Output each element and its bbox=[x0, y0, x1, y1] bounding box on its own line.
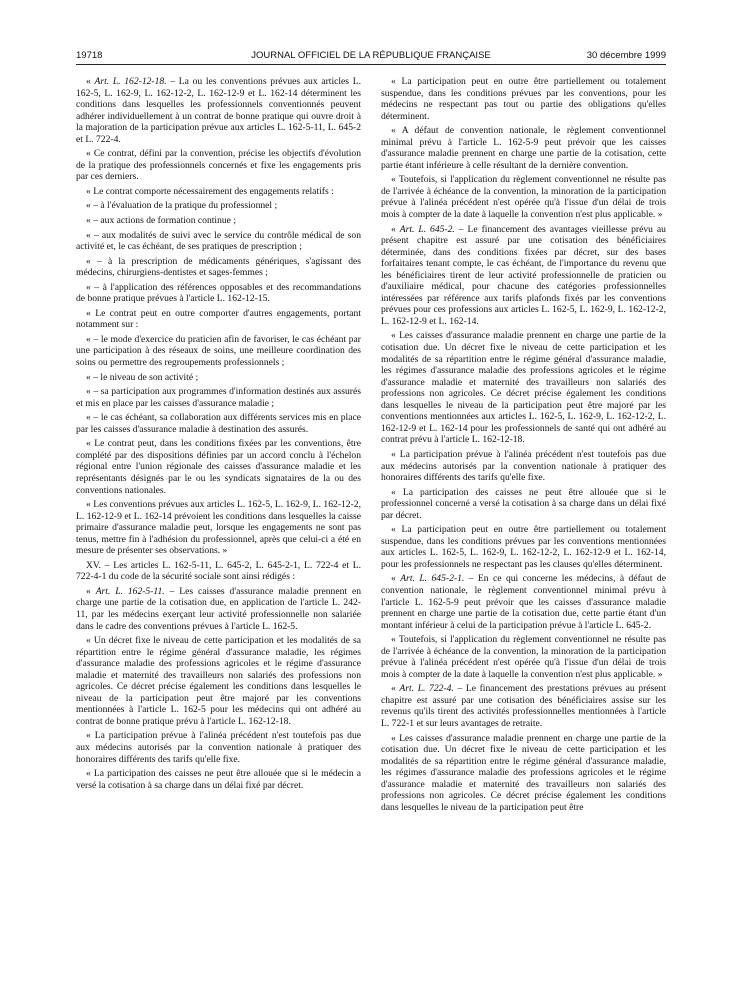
paragraph-text: Toutefois, si l'application du règlement conventionnel ne résulte pas de l'arrivée à échéance de la convention, la minoration de la participation prévue à l'alinéa précédent n'est opérée qu'à l'issue d'un délai de trois mois à compter de la date à laquelle la convention n'est plus applicable. » bbox=[381, 174, 666, 221]
quote-mark: « bbox=[391, 634, 399, 646]
paragraph-text: – La ou les conventions prévues aux articles L. 162-5, L. 162-9, L. 162-12-2, L. 162-12-9 et L. 162-14 déterminent les conditions dans lesquelles les professionnels conventionnés peuvent adhérer individuellement à un contrat de bonne pratique qui ouvre droit à la majoration de la participation prévue aux articles L. 162-5-11, L. 645-2 et L. 722-4. bbox=[76, 76, 361, 145]
paragraph-text: Toutefois, si l'application du règlement conventionnel ne résulte pas de l'arrivée à échéance de la convention, la minoration de la participation prévue à l'alinéa précédent n'est opérée qu'à l'issue d'un délai de trois mois à compter de la date à laquelle la convention n'est plus applicable. » bbox=[381, 634, 666, 680]
paragraph bbox=[76, 215, 361, 227]
article-reference: Art. L. 722-4. bbox=[399, 683, 454, 695]
paragraph-text: Un décret fixe le niveau de cette participation et les modalités de sa répartition entre le régime général d'assurance maladie, les régimes d'assurance maladie des professions agricoles et le régime d'assurance maladie et maternité des travailleurs non salariés des professions non agricoles. Ce décret précise également les conditions dans lesquelles le niveau de la participation peut être majoré par les conventions mentionnées à l'article L. 162-5 pour les médecins qui ont adhéré au contrat de bonne pratique prévu à l'article L. 162-12-18. bbox=[76, 635, 361, 727]
paragraph-text: La participation peut en outre être partiellement ou totalement suspendue, dans les conditions prévues par les conventions mentionnées aux articles L. 162-5, L. 162-9, L. 162-12-2, L. 162-12-9 et L. 162-14, pour les professionnels ne respectant pas les clauses qu'elles déterminent. bbox=[381, 524, 666, 570]
paragraph-text: Les caisses d'assurance maladie prennent en charge une partie de la cotisation due. Un décret fixe le niveau de cette participation et les modalités de sa répartition entre le régime général d'assurance maladie, les régimes d'assurance maladie des professions agricoles et le régime d'assurance maladie et maternité des travailleurs non salariés des professions non agricoles. Ce décret précise également les conditions dans lesquelles le niveau de la participation peut être bbox=[381, 732, 666, 813]
paragraph-text: – le mode d'exercice du praticien afin de favoriser, le cas échéant par une participation à des réseaux de soins, une meilleure coordination des soins ou permettre des regroupements professionnels ; bbox=[76, 333, 361, 369]
paragraph-text: La participation des caisses ne peut être allouée que si le professionnel concerné a versé la cotisation à sa charge dans un délai fixé par décret. bbox=[381, 486, 666, 521]
paragraph bbox=[381, 733, 666, 814]
article-reference: Art. L. 645-2. bbox=[399, 223, 455, 235]
quote-mark: « bbox=[86, 215, 94, 227]
paragraph bbox=[76, 560, 361, 583]
quote-mark: « bbox=[86, 438, 95, 450]
paragraph-text: – Les caisses d'assurance maladie prennent en charge une partie de la cotisation due, en application de l'article L. 242-11, par les médecins exerçant leur activité professionnelle non salariée dans le cadre des conventions prévues à l'article L. 162-5. bbox=[76, 585, 361, 632]
paragraph bbox=[76, 768, 361, 791]
paragraph-text: La participation prévue à l'alinéa précédent n'est toutefois pas due aux médecins autorisés par la convention nationale à pratiquer des honoraires différents des tarifs qu'elle fixe. bbox=[381, 448, 666, 484]
paragraph bbox=[381, 224, 666, 328]
paragraph bbox=[76, 499, 361, 557]
quote-mark: « bbox=[86, 200, 94, 212]
paragraph-text: – le niveau de son activité ; bbox=[93, 371, 199, 383]
paragraph-text: – à l'évaluation de la pratique du professionnel ; bbox=[93, 200, 278, 212]
paragraph bbox=[381, 76, 666, 122]
paragraph-text: – En ce qui concerne les médecins, à défaut de convention nationale, le règlement conventionnel minimal prévu à l'article L. 162-5-9 peut prévoir que les caisses d'assurance maladie prennent en charge une partie de la cotisation due, cette partie étant d'un montant inférieur à celui de la participation prévue à l'article L. 645-2. bbox=[381, 573, 666, 631]
paragraph bbox=[76, 412, 361, 435]
paragraph bbox=[76, 230, 361, 253]
quote-mark: « bbox=[86, 730, 95, 742]
paragraph bbox=[381, 449, 666, 484]
quote-mark: « bbox=[391, 330, 400, 342]
paragraph-text: Le contrat peut en outre comporter d'autres engagements, portant notamment sur : bbox=[76, 307, 361, 331]
quote-mark: « bbox=[86, 229, 94, 241]
paragraph-text: – Le financement des avantages vieillesse prévu au présent chapitre est assuré par une cotisation des bénéficiaires déterminée, dans des conditions fixées par décret, sur des bases forfaitaires tenant compte, le cas échéant, de l'importance du revenu que les bénéficiaires tirent de leur activité professionnelle de praticien ou d'auxiliaire médical, pour chacune des catégories professionnelles intéressées par référence aux tarifs plafonds fixés par les conventions prévues pour ces professions aux articles L. 162-5, L. 162-9, L. 162-12-2, L. 162-12-9 et L. 162-14. bbox=[381, 223, 666, 327]
paragraph bbox=[76, 386, 361, 409]
quote-mark: « bbox=[86, 76, 95, 87]
paragraph bbox=[76, 635, 361, 727]
quote-mark: « bbox=[391, 683, 400, 695]
issue-date: 30 décembre 1999 bbox=[586, 50, 666, 61]
page-header bbox=[76, 50, 666, 64]
quote-mark: « bbox=[391, 448, 400, 460]
header-rule bbox=[76, 64, 666, 65]
paragraph-text: La participation prévue à l'alinéa précédent n'est toutefois pas due aux médecins autorisés par la convention nationale à pratiquer des honoraires différents des tarifs qu'elle fixe. bbox=[76, 730, 361, 765]
paragraph bbox=[76, 334, 361, 369]
paragraph bbox=[76, 586, 361, 632]
quote-mark: « bbox=[86, 185, 94, 197]
article-reference: Art. L. 162-12-18. bbox=[94, 76, 167, 87]
paragraph-text: – sa participation aux programmes d'information destinés aux assurés et mis en place par les caisses d'assurance maladie ; bbox=[76, 386, 361, 409]
paragraph-text: Ce contrat, défini par la convention, précise les objectifs d'évolution de la pratique des professionnels concernés et fixe les engagements pris par ces derniers. bbox=[76, 148, 361, 183]
quote-mark: « bbox=[86, 768, 94, 780]
paragraph bbox=[76, 438, 361, 496]
quote-mark: « bbox=[391, 174, 399, 186]
journal-title: JOURNAL OFFICIEL DE LA RÉPUBLIQUE FRANÇAISE bbox=[251, 50, 491, 61]
quote-mark: « bbox=[391, 76, 402, 87]
quote-mark: « bbox=[86, 412, 94, 424]
quote-mark: « bbox=[86, 371, 94, 383]
page-number: 19718 bbox=[76, 50, 103, 61]
paragraph bbox=[381, 683, 666, 729]
paragraph-text: – le cas échéant, sa collaboration aux différents services mis en place par les caisses d'assurance maladie à destination des assurés. bbox=[76, 412, 361, 435]
paragraph bbox=[381, 487, 666, 522]
paragraph-text: Les caisses d'assurance maladie prennent en charge une partie de la cotisation due. Un décret fixe le niveau de cette participation et les modalités de sa répartition entre le régime général d'assurance maladie, les régimes d'assurance maladie des professions agricoles et le régime d'assurance maladie et maternité des travailleurs non salariés des professions non agricoles. Ce décret précise également les conditions dans lesquelles le niveau de la participation peut être majoré par les conventions mentionnées aux articles L. 162-5, L. 162-9, L. 162-12-2, L. 162-12-9 et L. 162-14 pour les professionnels de santé qui ont adhéré au contrat prévu à l'article L. 162-12-18. bbox=[381, 330, 666, 446]
paragraph-text: XV. – Les articles L. 162-5-11, L. 645-2, L. 645-2-1, L. 722-4 et L. 722-4-1 du code de la sécurité sociale sont ainsi rédigés : bbox=[76, 559, 361, 583]
paragraph bbox=[381, 634, 666, 680]
paragraph bbox=[381, 125, 666, 171]
paragraph-text: – aux actions de formation continue ; bbox=[93, 215, 237, 227]
paragraph bbox=[381, 330, 666, 445]
paragraph bbox=[76, 148, 361, 183]
quote-mark: « bbox=[391, 573, 401, 585]
paragraph bbox=[76, 730, 361, 765]
quote-mark: « bbox=[391, 125, 402, 137]
quote-mark: « bbox=[86, 585, 96, 597]
paragraph bbox=[76, 372, 361, 384]
paragraph-text: Les conventions prévues aux articles L. 162-5, L. 162-9, L. 162-12-2, L. 162-12-9 et L. 162-14 prévoient les conditions dans lesquelles la caisse primaire d'assurance maladie peut, lorsque les engagements ne sont pas tenus, mettre fin à l'adhésion du professionnel, après que celui-ci a été en mesure de présenter ses observations. » bbox=[76, 499, 361, 557]
quote-mark: « bbox=[86, 499, 94, 511]
quote-mark: « bbox=[86, 255, 97, 267]
paragraph-text: Le contrat peut, dans les conditions fixées par les conventions, être complété par des dispositions définies par un accord conclu à l'échelon régional entre l'union régionale des caisses d'assurance maladie et les représentants désignés par le ou les syndicats signataires de la ou des conventions nationales. bbox=[76, 438, 361, 496]
quote-mark: « bbox=[86, 386, 94, 398]
quote-mark: « bbox=[86, 148, 94, 160]
quote-mark: « bbox=[86, 307, 96, 319]
paragraph-text: – à l'application des références opposables et des recommandations de bonne pratique prévues à l'article L. 162-12-15. bbox=[76, 281, 361, 305]
right-column bbox=[381, 76, 666, 976]
quote-mark: « bbox=[391, 223, 400, 235]
paragraph bbox=[76, 256, 361, 279]
paragraph-text: A défaut de convention nationale, le règlement conventionnel minimal prévu à l'article L. 162-5-9 peut prévoir que les caisses d'assurance maladie prennent en charge une partie de la cotisation, cette partie étant inférieure à celle résultant de la dernière convention. bbox=[381, 125, 666, 171]
paragraph-text: – Le financement des prestations prévues au présent chapitre est assuré par une cotisation des bénéficiaires assise sur les revenus qu'ils tirent des activités professionnelles mentionnées à l'article L. 722-1 et sur leurs avantages de retraite. bbox=[381, 683, 666, 729]
paragraph bbox=[381, 524, 666, 570]
paragraph bbox=[76, 186, 361, 198]
paragraph-text: – à la prescription de médicaments génériques, s'agissant des médecins, chirurgiens-dentistes et sages-femmes ; bbox=[76, 255, 361, 279]
paragraph-text: – aux modalités de suivi avec le service du contrôle médical de son activité et, le cas échéant, de ses pratiques de prescription ; bbox=[76, 229, 361, 253]
paragraph bbox=[381, 573, 666, 631]
paragraph bbox=[76, 76, 361, 145]
paragraph bbox=[381, 174, 666, 220]
quote-mark: « bbox=[391, 486, 403, 498]
quote-mark: « bbox=[86, 333, 94, 345]
paragraph-text: La participation peut en outre être partiellement ou totalement suspendue, dans les conditions prévues par les conventions, pour les médecins ne respectant pas tout ou partie des obligations qu'elles déterminent. bbox=[381, 76, 666, 122]
paragraph bbox=[76, 282, 361, 305]
quote-mark: « bbox=[86, 281, 95, 293]
paragraph-text: La participation des caisses ne peut être allouée que si le médecin a versé la cotisation à sa charge dans un délai fixé par décret. bbox=[76, 768, 361, 791]
paragraph bbox=[76, 308, 361, 331]
left-column bbox=[76, 76, 361, 976]
paragraph-text: Le contrat comporte nécessairement des engagements relatifs : bbox=[93, 185, 334, 197]
quote-mark: « bbox=[391, 732, 400, 744]
quote-mark: « bbox=[391, 524, 402, 536]
paragraph bbox=[76, 200, 361, 212]
article-reference: Art. L. 645-2-1. bbox=[400, 573, 465, 585]
quote-mark: « bbox=[86, 635, 94, 647]
article-reference: Art. L. 162-5-11. bbox=[95, 585, 165, 597]
